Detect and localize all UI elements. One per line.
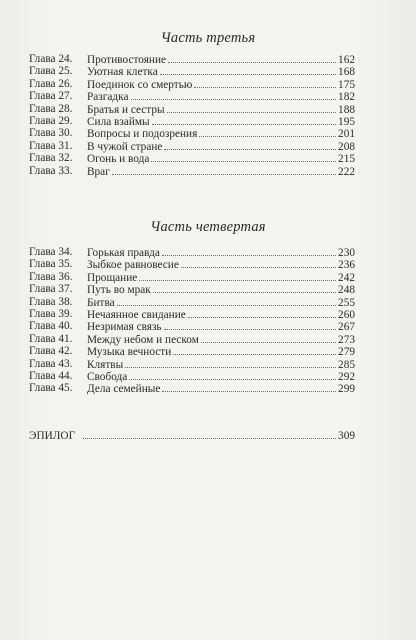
chapter-number: Глава 39. bbox=[29, 307, 73, 320]
chapter-line bbox=[87, 370, 355, 383]
dot-leader bbox=[160, 65, 336, 75]
dot-leader bbox=[153, 283, 336, 293]
toc-entry bbox=[29, 358, 355, 370]
dot-leader bbox=[181, 258, 336, 268]
part-four-toc bbox=[29, 246, 355, 395]
toc-entry bbox=[29, 333, 355, 345]
toc-entry bbox=[29, 127, 355, 139]
chapter-number: Глава 31. bbox=[29, 139, 73, 152]
chapter-page-number: 279 bbox=[338, 346, 355, 359]
chapter-line bbox=[87, 358, 355, 371]
chapter-number: Глава 45. bbox=[29, 382, 73, 395]
chapter-title: Незримая связь bbox=[87, 321, 162, 334]
chapter-number: Глава 38. bbox=[29, 295, 73, 308]
chapter-title: Битва bbox=[87, 296, 115, 309]
chapter-title: Прощание bbox=[87, 271, 138, 284]
chapter-title: Братья и сестры bbox=[87, 103, 165, 116]
part-three-title: Часть третья bbox=[160, 30, 256, 46]
chapter-number: Глава 26. bbox=[29, 77, 73, 90]
chapter-title: Дела семейные bbox=[87, 383, 161, 396]
dot-leader bbox=[83, 429, 336, 439]
toc-entry bbox=[29, 115, 355, 127]
dot-leader bbox=[151, 152, 336, 162]
dot-leader bbox=[164, 140, 336, 150]
chapter-line bbox=[87, 78, 355, 91]
chapter-number: Глава 40. bbox=[29, 320, 73, 333]
chapter-line bbox=[87, 165, 355, 178]
dot-leader bbox=[162, 246, 336, 256]
chapter-page-number: 267 bbox=[338, 321, 355, 334]
chapter-number: Глава 36. bbox=[29, 270, 73, 283]
chapter-number: Глава 44. bbox=[29, 369, 73, 382]
toc-entry bbox=[29, 103, 355, 115]
chapter-page-number: 208 bbox=[338, 140, 355, 153]
dot-leader bbox=[199, 127, 336, 137]
chapter-line bbox=[87, 152, 355, 165]
chapter-page-number: 248 bbox=[338, 284, 355, 297]
dot-leader bbox=[152, 115, 336, 125]
chapter-line bbox=[87, 296, 355, 309]
chapter-line bbox=[87, 90, 355, 103]
dot-leader bbox=[131, 90, 337, 100]
dot-leader bbox=[167, 103, 336, 113]
chapter-title: Противостояние bbox=[87, 54, 167, 66]
chapter-number: Глава 33. bbox=[29, 164, 73, 177]
dot-leader bbox=[162, 382, 336, 392]
chapter-page-number: 195 bbox=[338, 115, 355, 128]
epilog-page: 309 bbox=[338, 430, 355, 442]
chapter-page-number: 273 bbox=[338, 333, 355, 346]
chapter-line bbox=[87, 283, 355, 296]
chapter-number: Глава 41. bbox=[29, 332, 73, 345]
toc-entry bbox=[29, 53, 355, 65]
chapter-line bbox=[87, 246, 355, 259]
dot-leader bbox=[117, 296, 336, 306]
chapter-line bbox=[87, 140, 355, 153]
chapter-number: Глава 32. bbox=[29, 152, 73, 165]
epilog-title: ЭПИЛОГ bbox=[29, 430, 76, 442]
chapter-line bbox=[87, 65, 355, 78]
part-four-title: Часть четвертая bbox=[150, 219, 266, 235]
chapter-page-number: 188 bbox=[338, 103, 355, 116]
chapter-title: Враг bbox=[87, 165, 110, 178]
chapter-page-number: 236 bbox=[338, 259, 355, 272]
toc-entry bbox=[29, 283, 355, 295]
toc-entry bbox=[29, 308, 355, 320]
chapter-line bbox=[87, 333, 355, 346]
chapter-title: Сила взаймы bbox=[87, 115, 150, 128]
chapter-line bbox=[87, 53, 355, 66]
chapter-title: Уютная клетка bbox=[87, 66, 158, 79]
chapter-page-number: 182 bbox=[338, 91, 355, 104]
chapter-line bbox=[87, 345, 355, 358]
toc-entry bbox=[29, 140, 355, 152]
chapter-line bbox=[87, 258, 355, 271]
chapter-line bbox=[87, 127, 355, 140]
chapter-line bbox=[87, 115, 355, 128]
toc-entry bbox=[29, 165, 355, 177]
chapter-title: Горькая правда bbox=[87, 247, 160, 259]
chapter-page-number: 255 bbox=[338, 296, 355, 309]
dot-leader bbox=[112, 165, 336, 175]
chapter-page-number: 292 bbox=[338, 370, 355, 383]
chapter-number: Глава 25. bbox=[29, 65, 73, 78]
chapter-number: Глава 27. bbox=[29, 90, 73, 103]
dot-leader bbox=[201, 333, 336, 343]
toc-entry bbox=[29, 78, 355, 90]
dot-leader bbox=[194, 78, 336, 88]
toc-entry bbox=[29, 65, 355, 77]
chapter-page-number: 215 bbox=[338, 153, 355, 166]
chapter-title: Огонь и вода bbox=[87, 153, 150, 166]
chapter-page-number: 162 bbox=[338, 54, 355, 66]
chapter-number: Глава 29. bbox=[29, 114, 73, 127]
chapter-title: Вопросы и подозрения bbox=[87, 128, 198, 141]
toc-entry bbox=[29, 271, 355, 283]
chapter-title: В чужой стране bbox=[87, 140, 163, 153]
dot-leader bbox=[173, 345, 336, 355]
dot-leader bbox=[164, 320, 336, 330]
chapter-title: Нечаянное свидание bbox=[87, 308, 186, 321]
chapter-page-number: 260 bbox=[338, 308, 355, 321]
chapter-page-number: 285 bbox=[338, 358, 355, 371]
chapter-number: Глава 43. bbox=[29, 357, 73, 370]
chapter-number: Глава 24. bbox=[29, 53, 73, 65]
toc-entry bbox=[29, 320, 355, 332]
chapter-line bbox=[87, 308, 355, 321]
toc-entry bbox=[29, 382, 355, 394]
chapter-title: Путь во мрак bbox=[87, 284, 151, 297]
toc-entry bbox=[29, 246, 355, 258]
chapter-line bbox=[87, 103, 355, 116]
chapter-title: Разгадка bbox=[87, 91, 129, 104]
dot-leader bbox=[125, 358, 336, 368]
chapter-number: Глава 35. bbox=[29, 258, 73, 271]
chapter-number: Глава 30. bbox=[29, 127, 73, 140]
chapter-number: Глава 28. bbox=[29, 102, 73, 115]
chapter-page-number: 230 bbox=[338, 247, 355, 259]
toc-entry bbox=[29, 345, 355, 357]
chapter-page-number: 168 bbox=[338, 66, 355, 79]
chapter-title: Музыка вечности bbox=[87, 346, 172, 359]
toc-entry bbox=[29, 258, 355, 270]
chapter-line bbox=[87, 271, 355, 284]
dot-leader bbox=[188, 308, 336, 318]
dot-leader bbox=[168, 53, 336, 63]
epilog-entry bbox=[29, 429, 355, 443]
chapter-title: Клятвы bbox=[87, 358, 124, 371]
chapter-number: Глава 37. bbox=[29, 283, 73, 296]
part-three-toc bbox=[29, 53, 355, 177]
chapter-line bbox=[87, 382, 355, 395]
toc-entry bbox=[29, 370, 355, 382]
chapter-page-number: 222 bbox=[338, 165, 355, 178]
chapter-number: Глава 42. bbox=[29, 345, 73, 358]
chapter-page-number: 201 bbox=[338, 128, 355, 141]
toc-entry bbox=[29, 90, 355, 102]
chapter-page-number: 242 bbox=[338, 271, 355, 284]
toc-entry bbox=[29, 296, 355, 308]
chapter-title: Зыбкое равновесие bbox=[87, 259, 179, 272]
chapter-title: Свобода bbox=[87, 370, 128, 383]
chapter-line bbox=[87, 320, 355, 333]
toc-entry bbox=[29, 152, 355, 164]
chapter-number: Глава 34. bbox=[29, 246, 73, 258]
chapter-title: Поединок со смертью bbox=[87, 78, 193, 91]
chapter-page-number: 175 bbox=[338, 78, 355, 91]
chapter-page-number: 299 bbox=[338, 383, 355, 396]
dot-leader bbox=[129, 370, 336, 380]
chapter-title: Между небом и песком bbox=[87, 333, 199, 346]
dot-leader bbox=[139, 271, 336, 281]
